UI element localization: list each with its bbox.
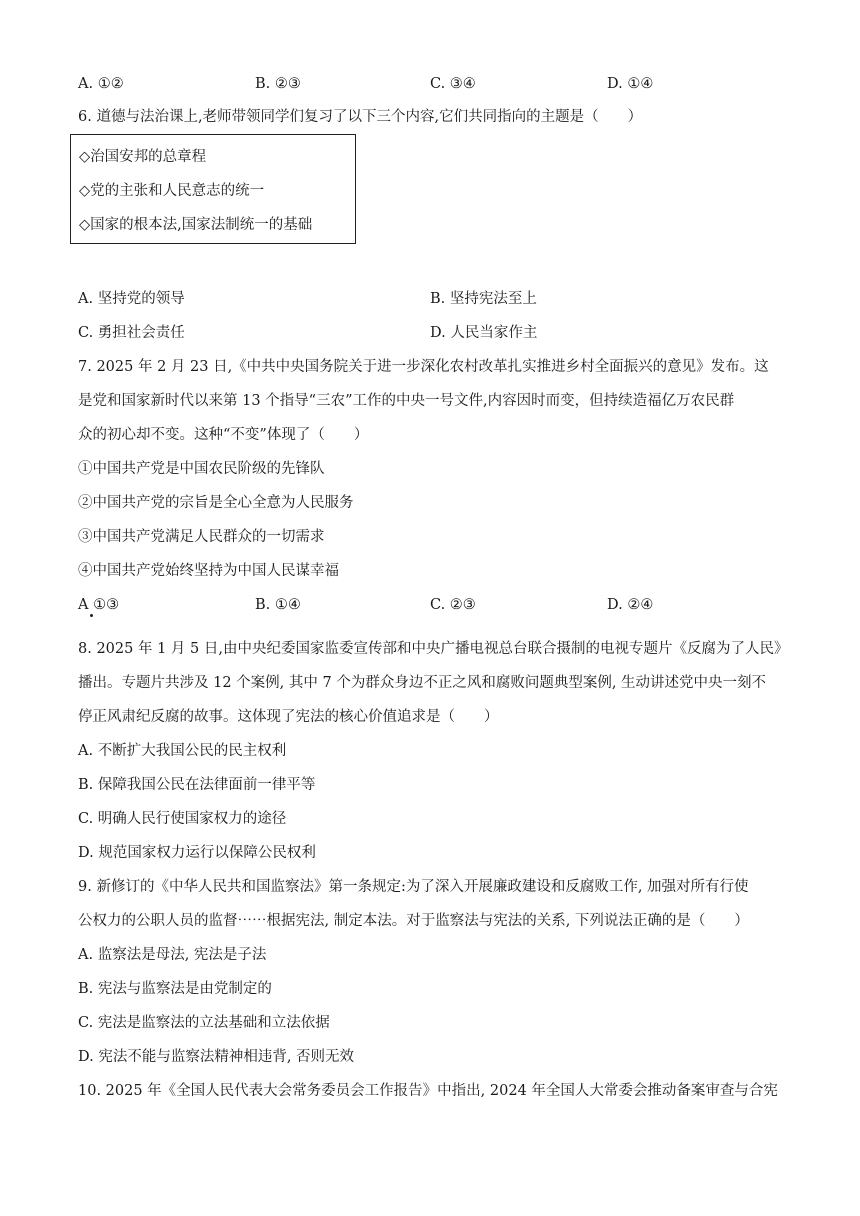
q5-option-d: D. ①④	[607, 76, 654, 92]
q7-item: ①中国共产党是中国农民阶级的先锋队	[78, 461, 325, 477]
q6-option-c: C. 勇担社会责任	[78, 325, 185, 341]
q7-option-b: B. ①④	[255, 597, 301, 613]
q6-box-item: ◇治国安邦的总章程	[79, 149, 207, 165]
q7-stem-line: 7. 2025 年 2 月 23 日,《中共中央国务院关于进一步深化农村改革扎实推进乡村全面振兴的意见》发布。这	[78, 359, 769, 375]
q8-option-c: C. 明确人民行使国家权力的途径	[78, 811, 287, 827]
q7-stem-line: 是党和国家新时代以来第 13 个指导“三农”工作的中央一号文件,内容因时而变，但持续造福亿万农民群	[78, 393, 735, 409]
q9-option-b: B. 宪法与监察法是由党制定的	[78, 981, 272, 997]
q6-option-b: B. 坚持宪法至上	[430, 291, 537, 307]
q5-option-c: C. ③④	[430, 76, 476, 92]
q5-option-a: A. ①②	[78, 76, 124, 92]
q6-box-item: ◇党的主张和人民意志的统一	[79, 183, 265, 199]
q8-option-d: D. 规范国家权力运行以保障公民权利	[78, 845, 316, 861]
q9-stem-line: 9. 新修订的《中华人民共和国监察法》第一条规定:为了深入开展廉政建设和反腐败工作, 加强对所有行使	[78, 879, 749, 895]
q7-item: ④中国共产党始终坚持为中国人民谋幸福	[78, 563, 339, 579]
q5-option-b: B. ②③	[255, 76, 301, 92]
q6-option-a: A. 坚持党的领导	[78, 291, 185, 307]
q9-stem-line: 公权力的公职人员的监督⋯⋯根据宪法, 制定本法。对于监察法与宪法的关系, 下列说法正确的是（ ）	[78, 913, 749, 929]
q8-stem-line: 播出。专题片共涉及 12 个案例, 其中 7 个为群众身边不正之风和腐败问题典型案例, 生动讲述党中央一刻不	[78, 675, 767, 691]
q9-option-a: A. 监察法是母法, 宪法是子法	[78, 947, 267, 963]
q7-option-d: D. ②④	[607, 597, 654, 613]
dot-mark	[90, 614, 93, 617]
q7-option-a: A ①③	[78, 597, 120, 613]
q9-option-c: C. 宪法是监察法的立法基础和立法依据	[78, 1015, 330, 1031]
q6-stem: 6. 道德与法治课上,老师带领同学们复习了以下三个内容,它们共同指向的主题是（ ）	[78, 109, 643, 125]
q6-box-item: ◇国家的根本法,国家法制统一的基础	[79, 217, 313, 233]
q7-stem-line: 众的初心却不变。这种“不变”体现了（ ）	[78, 427, 369, 443]
q6-content-box	[70, 134, 356, 244]
q8-stem-line: 停正风肃纪反腐的故事。这体现了宪法的核心价值追求是（ ）	[78, 709, 499, 725]
q10-stem-line: 10. 2025 年《全国人民代表大会常务委员会工作报告》中指出, 2024 年全国人大常委会推动备案审查与合宪	[78, 1083, 778, 1099]
q8-option-b: B. 保障我国公民在法律面前一律平等	[78, 777, 316, 793]
q8-stem-line: 8. 2025 年 1 月 5 日,由中央纪委国家监委宣传部和中央广播电视总台联合摄制的电视专题片《反腐为了人民》	[78, 641, 789, 657]
q6-option-d: D. 人民当家作主	[430, 325, 538, 341]
q7-item: ③中国共产党满足人民群众的一切需求	[78, 529, 325, 545]
q7-option-c: C. ②③	[430, 597, 476, 613]
q7-item: ②中国共产党的宗旨是全心全意为人民服务	[78, 495, 354, 511]
q8-option-a: A. 不断扩大我国公民的民主权利	[78, 743, 287, 759]
q9-option-d: D. 宪法不能与监察法精神相违背, 否则无效	[78, 1049, 355, 1065]
